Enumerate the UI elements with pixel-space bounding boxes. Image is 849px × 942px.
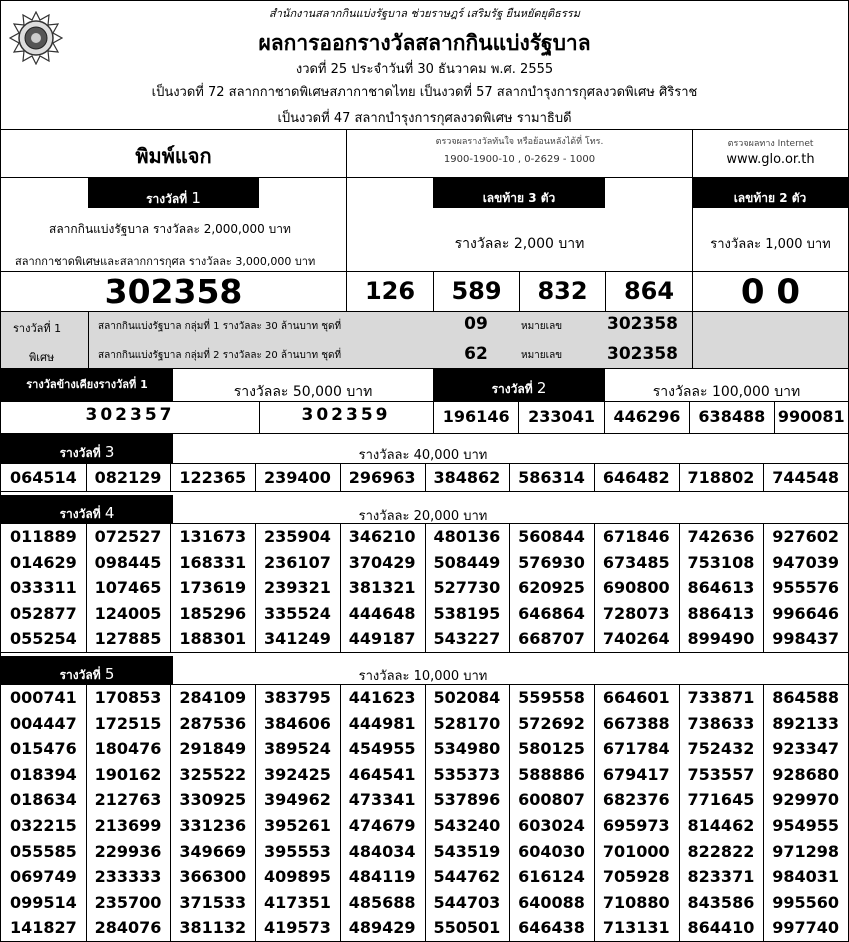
fourth-prize-number: 480136 [433, 527, 501, 546]
fourth-prize-number: 996646 [772, 603, 840, 623]
second-prize-number: 446296 [605, 401, 690, 433]
fifth-prize-number: 172515 [94, 713, 162, 733]
special-row1-number: 302358 [607, 314, 678, 334]
near-first-amount: รางวัลละ 50,000 บาท [233, 384, 373, 400]
fifth-prize-number: 392425 [264, 764, 331, 784]
fifth-prize-number: 383795 [264, 688, 331, 707]
divider [692, 311, 693, 368]
divider [763, 684, 764, 941]
fifth-prize-number: 671784 [602, 739, 670, 759]
fifth-prize-number: 287536 [179, 713, 247, 733]
third-prize-number: 239400 [264, 468, 331, 487]
fifth-prize-number: 395261 [264, 816, 331, 835]
divider [509, 523, 510, 652]
fifth-prize-number: 534980 [433, 739, 501, 759]
fifth-prize-number: 928680 [772, 764, 840, 784]
fourth-prize-number: 107465 [94, 578, 162, 598]
divider [255, 463, 256, 491]
divider [509, 684, 510, 941]
fifth-prize-number: 389524 [264, 739, 331, 759]
fourth-prize-number: 168331 [179, 552, 247, 572]
divider [340, 684, 341, 941]
fifth-prize-number: 544703 [433, 892, 501, 912]
fourth-prize-number: 173619 [179, 578, 247, 598]
fifth-prize-number: 381132 [179, 918, 247, 938]
fifth-prize-number: 995560 [772, 892, 840, 912]
divider [259, 401, 260, 433]
fifth-prize-number: 646438 [518, 918, 585, 938]
fifth-prize-number: 682376 [602, 790, 670, 810]
third-prize-number: 296963 [348, 468, 416, 487]
divider [679, 523, 680, 652]
fifth-prize-number: 528170 [433, 713, 501, 733]
divider [594, 463, 595, 491]
fourth-prize-number: 239321 [264, 578, 331, 598]
divider [425, 684, 426, 941]
second-prize-amount: รางวัลละ 100,000 บาท [652, 384, 801, 400]
second-prize-number: 196146 [434, 401, 519, 433]
divider [86, 684, 87, 941]
fifth-prize-number: 284076 [94, 918, 162, 938]
third-prize-number: 122365 [179, 468, 247, 487]
fourth-prize-number: 055254 [9, 629, 77, 649]
third-prize-amount: รางวัลละ 40,000 บาท [358, 448, 488, 463]
divider [1, 491, 848, 492]
first-prize-line1: สลากกินแบ่งรัฐบาล รางวัลละ 2,000,000 บาท [49, 222, 291, 236]
fifth-prize-number: 892133 [772, 713, 840, 733]
fifth-prize-number: 713131 [602, 918, 670, 938]
fourth-prize-number: 673485 [602, 552, 670, 572]
fifth-prize-number: 099514 [9, 892, 77, 912]
fifth-prize-number: 954955 [772, 816, 840, 835]
fourth-prize-number: 947039 [772, 552, 840, 572]
fifth-prize-number: 417351 [264, 892, 331, 912]
special-row1-num-label: หมายเลข [521, 321, 563, 332]
special-label-a: รางวัลที่ 1 [13, 322, 62, 335]
third-prize-number: 718802 [687, 468, 755, 487]
fifth-prize-number: 366300 [179, 867, 247, 887]
last2-header: เลขท้าย 2 ตัว [692, 178, 848, 208]
draw-series-line-2: เป็นงวดที่ 47 สลากบำรุงการกุศลงวดพิเศษ รามาธิบดี [277, 111, 572, 126]
fifth-prize-number: 371533 [179, 892, 247, 912]
last2-amount: รางวัลละ 1,000 บาท [710, 237, 831, 252]
fifth-prize-number: 616124 [518, 867, 585, 887]
fifth-prize-number: 000741 [9, 688, 77, 707]
special-row1-set: 09 [464, 314, 488, 334]
divider [255, 684, 256, 941]
fifth-prize-number: 543519 [433, 841, 501, 861]
divider [170, 684, 171, 941]
special-row2-num-label: หมายเลข [521, 350, 563, 361]
special-row2-set: 62 [464, 344, 488, 364]
fifth-prize-number: 395553 [264, 841, 331, 861]
fifth-prize-number: 229936 [94, 841, 162, 861]
divider [340, 523, 341, 652]
fifth-prize-number: 543240 [433, 816, 501, 835]
first-prize-number: 302358 [104, 272, 243, 311]
last3-number: 832 [537, 277, 588, 305]
special-label-b: พิเศษ [29, 351, 55, 364]
fourth-prize-number: 576930 [518, 552, 585, 572]
fifth-prize-number: 550501 [433, 918, 501, 938]
second-prize-number: 233041 [519, 401, 604, 433]
fifth-prize-number: 572692 [518, 713, 585, 733]
fifth-prize-number: 419573 [264, 918, 331, 938]
fifth-prize-number: 823371 [687, 867, 755, 887]
fifth-prize-number: 444981 [348, 713, 416, 733]
second-prize-number: 638488 [690, 401, 774, 433]
fifth-prize-number: 473341 [348, 790, 416, 810]
fifth-prize-number: 212763 [94, 790, 162, 810]
internet-caption: ตรวจผลทาง Internet [727, 139, 814, 149]
fifth-prize-number: 771645 [687, 790, 755, 810]
fifth-prize-number: 032215 [9, 816, 77, 835]
fifth-prize-number: 640088 [518, 892, 585, 912]
fourth-prize-number: 124005 [94, 603, 162, 623]
fourth-prize-number: 033311 [9, 578, 77, 598]
fourth-prize-number: 235904 [264, 527, 331, 546]
fifth-prize-number: 535373 [433, 764, 501, 784]
fifth-prize-number: 929970 [772, 790, 840, 810]
fifth-prize-number: 464541 [348, 764, 416, 784]
divider [679, 463, 680, 491]
fifth-prize-header: รางวัลที่ 5 [1, 656, 173, 684]
fourth-prize-number: 998437 [772, 629, 840, 649]
fifth-prize-number: 409895 [264, 867, 331, 887]
fifth-prize-number: 559558 [518, 688, 585, 707]
fifth-prize-number: 213699 [94, 816, 162, 835]
third-prize-number: 744548 [772, 468, 840, 487]
special-row1-text: สลากกินแบ่งรัฐบาล กลุ่มที่ 1 รางวัลละ 30 ล้านบาท ชุดที่ [98, 321, 342, 332]
fourth-prize-number: 543227 [433, 629, 501, 649]
fourth-prize-amount: รางวัลละ 20,000 บาท [358, 509, 488, 524]
fourth-prize-number: 668707 [518, 629, 585, 649]
last3-number: 589 [451, 277, 502, 305]
fifth-prize-number: 537896 [433, 790, 501, 810]
last3-number: 864 [623, 277, 675, 305]
divider [1, 129, 848, 130]
draw-date: งวดที่ 25 ประจำวันที่ 30 ธันวาคม พ.ศ. 2555 [295, 62, 554, 77]
fourth-prize-number: 753108 [687, 552, 755, 572]
fourth-prize-number: 527730 [433, 578, 501, 598]
near-first-header: รางวัลข้างเคียงรางวัลที่ 1 [1, 369, 173, 401]
fifth-prize-number: 233333 [94, 867, 162, 887]
fifth-prize-number: 580125 [518, 739, 585, 759]
divider [692, 129, 693, 177]
fifth-prize-number: 604030 [518, 841, 585, 861]
near-first-number: 302359 [301, 405, 391, 425]
organization-slogan: สำนักงานสลากกินแบ่งรัฐบาล ช่วยราษฎร์ เสริมรัฐ ยืนหยัดยุติธรรม [269, 7, 580, 20]
divider [255, 523, 256, 652]
fifth-prize-number: 705928 [602, 867, 670, 887]
fourth-prize-number: 955576 [772, 578, 840, 598]
fifth-prize-number: 667388 [602, 713, 670, 733]
fifth-prize-number: 701000 [602, 841, 670, 861]
fifth-prize-number: 489429 [348, 918, 416, 938]
fifth-prize-number: 752432 [687, 739, 755, 759]
fifth-prize-number: 814462 [687, 816, 755, 835]
divider [88, 311, 89, 368]
second-prize-number: 990081 [777, 407, 845, 426]
fourth-prize-number: 740264 [602, 629, 670, 649]
special-row2-text: สลากกินแบ่งรัฐบาล กลุ่มที่ 2 รางวัลละ 20 ล้านบาท ชุดที่ [98, 350, 342, 361]
fourth-prize-number: 728073 [602, 603, 670, 623]
fourth-prize-number: 098445 [94, 552, 162, 572]
fifth-prize-number: 588886 [518, 764, 585, 784]
third-prize-number: 646482 [602, 468, 670, 487]
fourth-prize-number: 899490 [687, 629, 755, 649]
fourth-prize-number: 560844 [518, 527, 585, 546]
fifth-prize-number: 822822 [687, 841, 755, 861]
fifth-prize-number: 603024 [518, 816, 585, 835]
fifth-prize-number: 997740 [772, 918, 840, 938]
fifth-prize-number: 180476 [94, 739, 162, 759]
fifth-prize-number: 923347 [772, 739, 840, 759]
divider [679, 684, 680, 941]
fourth-prize-number: 346210 [348, 527, 416, 546]
fourth-prize-number: 444648 [348, 603, 416, 623]
fourth-prize-number: 335524 [264, 603, 331, 623]
fifth-prize-number: 325522 [179, 764, 247, 784]
fifth-prize-number: 971298 [772, 841, 840, 861]
fourth-prize-number: 538195 [433, 603, 501, 623]
fifth-prize-number: 738633 [687, 713, 755, 733]
fifth-prize-number: 864410 [687, 918, 755, 938]
draw-series-line-1: เป็นงวดที่ 72 สลากกาชาดพิเศษสภากาชาดไทย เป็นงวดที่ 57 สลากบำรุงการกุศลงวดพิเศษ ศิริราช [151, 85, 698, 100]
fifth-prize-number: 441623 [348, 688, 416, 707]
fifth-prize-number: 710880 [602, 892, 670, 912]
fifth-prize-number: 484034 [348, 841, 416, 861]
divider [170, 523, 171, 652]
fourth-prize-number: 127885 [94, 629, 162, 649]
divider [425, 463, 426, 491]
fourth-prize-number: 052877 [9, 603, 77, 623]
second-prize-numbers [434, 401, 848, 433]
fifth-prize-number: 984031 [772, 867, 840, 887]
fourth-prize-number: 131673 [179, 527, 247, 546]
divider [594, 523, 595, 652]
divider [340, 463, 341, 491]
fifth-prize-number: 055585 [9, 841, 77, 861]
last3-number: 126 [364, 277, 416, 305]
fourth-prize-number: 690800 [602, 578, 670, 598]
divider [509, 463, 510, 491]
fourth-prize-number: 072527 [94, 527, 162, 546]
fourth-prize-number: 381321 [348, 578, 416, 598]
second-prize-header: รางวัลที่ 2 [433, 369, 605, 401]
fourth-prize-number: 185296 [179, 603, 247, 623]
fifth-prize-amount: รางวัลละ 10,000 บาท [358, 669, 488, 684]
fifth-prize-number: 544762 [433, 867, 501, 887]
third-prize-header: รางวัลที่ 3 [1, 434, 173, 463]
fifth-prize-number: 695973 [602, 816, 670, 835]
fourth-prize-number: 508449 [433, 552, 501, 572]
special-row2-number: 302358 [607, 344, 678, 364]
fifth-prize-number: 484119 [348, 867, 416, 887]
fourth-prize-number: 370429 [348, 552, 416, 572]
page-title: ผลการออกรางวัลสลากกินแบ่งรัฐบาล [258, 31, 591, 55]
fourth-prize-number: 927602 [772, 527, 840, 546]
last2-number: 0 0 [740, 272, 801, 312]
fourth-prize-header: รางวัลที่ 4 [1, 495, 173, 523]
fourth-prize-number: 886413 [687, 603, 755, 623]
fifth-prize-number: 170853 [94, 688, 162, 707]
divider [86, 523, 87, 652]
fifth-prize-number: 018634 [9, 790, 77, 810]
fourth-prize-number: 449187 [348, 629, 416, 649]
fifth-prize-number: 141827 [9, 918, 77, 938]
near-first-number: 302357 [85, 405, 175, 425]
fifth-prize-number: 015476 [9, 739, 77, 759]
fifth-prize-number: 474679 [348, 816, 416, 835]
divider [170, 463, 171, 491]
fifth-prize-number: 291849 [179, 739, 247, 759]
fifth-prize-number: 394962 [264, 790, 331, 810]
third-prize-number: 586314 [518, 468, 585, 487]
fourth-prize-number: 671846 [602, 527, 670, 546]
fifth-prize-number: 331236 [179, 816, 247, 835]
fifth-prize-number: 600807 [518, 790, 585, 810]
fifth-prize-number: 330925 [179, 790, 247, 810]
phone-numbers: 1900-1900-10 , 0-2629 - 1000 [443, 154, 596, 165]
first-prize-line2: สลากกาชาดพิเศษและสลากการกุศล รางวัลละ 3,000,000 บาท [15, 255, 316, 268]
fifth-prize-number: 753557 [687, 764, 755, 784]
divider [346, 129, 347, 177]
fifth-prize-number: 454955 [348, 739, 416, 759]
website-link[interactable]: www.glo.or.th [726, 152, 815, 167]
fifth-prize-number: 664601 [602, 688, 670, 707]
fifth-prize-number: 235700 [94, 892, 162, 912]
fifth-prize-number: 864588 [772, 688, 840, 707]
fourth-prize-number: 742636 [687, 527, 755, 546]
last3-amount: รางวัลละ 2,000 บาท [454, 236, 585, 252]
fourth-prize-number: 188301 [179, 629, 247, 649]
fifth-prize-number: 502084 [433, 688, 501, 707]
print-label: พิมพ์แจก [135, 144, 212, 168]
third-prize-number: 064514 [9, 468, 77, 487]
fourth-prize-number: 864613 [687, 578, 755, 598]
fourth-prize-number: 646864 [518, 603, 585, 623]
fifth-prize-number: 384606 [264, 713, 331, 733]
divider [763, 523, 764, 652]
divider [594, 684, 595, 941]
fourth-prize-number: 620925 [518, 578, 585, 598]
first-prize-header: รางวัลที่ 1 [88, 178, 259, 208]
last3-header: เลขท้าย 3 ตัว [433, 178, 605, 208]
fourth-prize-number: 014629 [9, 552, 77, 572]
fifth-prize-number: 679417 [602, 764, 670, 784]
fourth-prize-number: 236107 [264, 552, 331, 572]
fifth-prize-number: 190162 [94, 764, 162, 784]
fifth-prize-number: 284109 [179, 688, 247, 707]
fifth-prize-number: 733871 [687, 688, 755, 707]
divider [763, 463, 764, 491]
fourth-prize-number: 341249 [264, 629, 331, 649]
divider [425, 523, 426, 652]
divider [86, 463, 87, 491]
fifth-prize-number: 349669 [179, 841, 247, 861]
fifth-prize-number: 485688 [348, 892, 416, 912]
fifth-prize-number: 843586 [687, 892, 755, 912]
fifth-prize-number: 018394 [9, 764, 77, 784]
third-prize-number: 082129 [94, 468, 162, 487]
fifth-prize-number: 069749 [9, 867, 77, 887]
fifth-prize-number: 004447 [9, 713, 77, 733]
divider [1, 652, 848, 653]
third-prize-number: 384862 [433, 468, 501, 487]
phone-caption: ตรวจผลรางวัลทันใจ หรือย้อนหลังได้ที่ โทร. [435, 137, 604, 147]
fourth-prize-number: 011889 [9, 527, 77, 546]
